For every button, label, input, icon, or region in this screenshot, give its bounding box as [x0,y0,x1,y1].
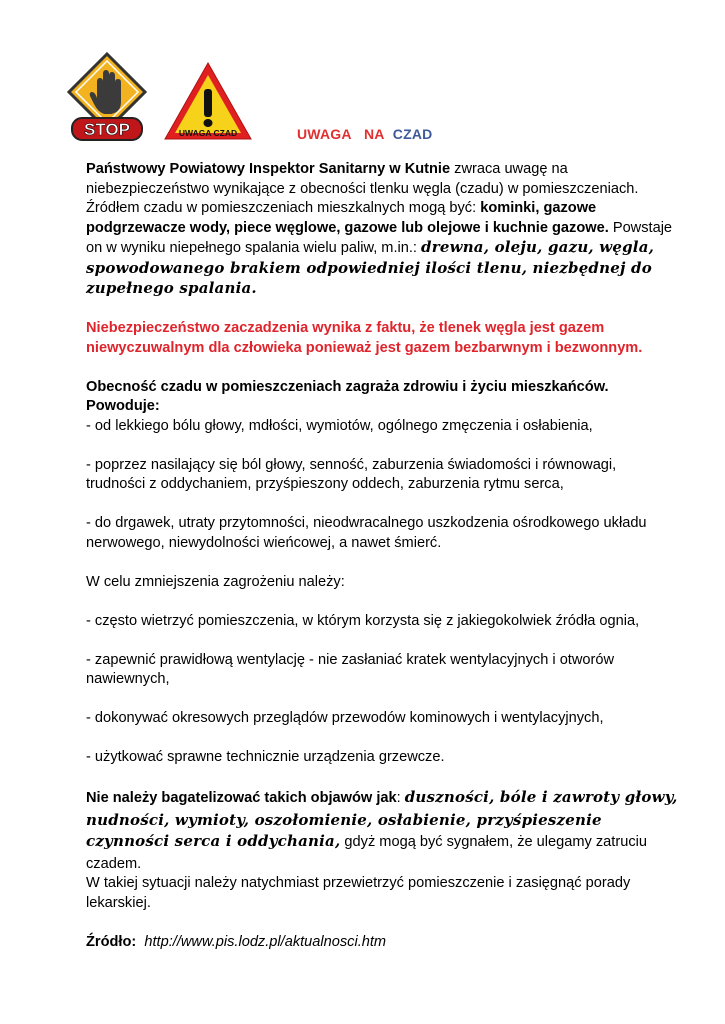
effects-causes-label: Powoduje: [86,398,160,414]
source-label: Źródło: [86,933,137,950]
intro-text-2: Powstaje on w wyniku niepełnego spalania wielu paliw, m.in.: [86,219,673,256]
symptoms-action: W takiej sytuacji należy natychmiast przewietrzyć pomieszczenie i zasięgnąć porady lekarskiej. [86,875,631,911]
prevention-item: - zapewnić prawidłową wentylację - nie zasłaniać kratek wentylacyjnych i otworów nawiewnych, [86,651,615,687]
symptoms-colon: : [396,790,405,806]
prevention-item: - dokonywać okresowych przeglądów przewodów kominowych i wentylacyjnych, [86,710,604,726]
symptoms-paragraph [86,787,678,874]
symptoms-list: duszności, bóle i zawroty głowy, nudności, wymioty, oszołomienie, osłabienie, przyśpieszenie czynności serca i oddychania, [86,788,678,850]
warning-logo-text: UWAGA CZAD [178,128,238,138]
fuels-list: drewna, oleju, gazu, węgla, spowodowanego brakiem odpowiedniej ilości tlenu, niezbędnej do zupełnego spalania. [86,238,655,297]
page-title [297,126,432,142]
intro-paragraph [86,160,678,300]
title-part-uwaga: UWAGA [297,126,352,142]
effect-item: - od lekkiego bólu głowy, mdłości, wymiotów, ogólnego zmęczenia i osłabienia, [86,417,593,434]
source-url: http://www.pis.lodz.pl/aktualnosci.htm [144,933,387,950]
prevention-intro: W celu zmniejszenia zagrożeniu należy: [86,573,345,590]
document-body [86,160,678,952]
header-logos [66,52,256,144]
effect-item: - poprzez nasilający się ból głowy, senność, zaburzenia świadomości i równowagi, trudności z oddychaniem, przyśpieszony oddech, zaburzenia rytmu serca, [86,456,617,492]
stop-hand-icon [66,52,148,142]
symptoms-lead: Nie należy bagatelizować takich objawów jak [86,790,397,806]
stop-logo-text: STOP [84,120,130,139]
source-line [86,933,678,953]
warning-triangle-icon [162,60,254,142]
effects-heading: Obecność czadu w pomieszczeniach zagraża zdrowiu i życiu mieszkańców. [86,378,609,395]
symptoms-tail: gdyż mogą być sygnałem, że ulegamy zatruciu czadem. [86,834,647,872]
intro-text-1: zwraca uwagę na niebezpieczeństwo wynikające z obecności tlenku węgla (czadu) w pomieszczeniach. Źródłem czadu w pomieszczeniach mieszkalnych mogą być: [86,161,639,216]
prevention-item: - użytkować sprawne technicznie urządzenia grzewcze. [86,749,445,765]
danger-note: Niebezpieczeństwo zaczadzenia wynika z faktu, że tlenek węgla jest gazem niewyczuwalnym dla człowieka ponieważ jest gazem bezbarwnym i bezwonnym. [86,320,643,356]
co-sources-list: kominki, gazowe podgrzewacze wody, piece węglowe, gazowe lub olejowe i kuchnie gazowe. [86,200,609,236]
title-part-czad: CZAD [392,126,433,142]
effect-item: - do drgawek, utraty przytomności, nieodwracalnego uszkodzenia ośrodkowego układu nerwowego, niewydolności wieńcowej, a nawet śmierć. [86,515,647,551]
institution-name: Państwowy Powiatowy Inspektor Sanitarny w Kutnie [86,161,451,177]
title-part-na: NA [363,126,385,142]
prevention-item: - często wietrzyć pomieszczenia, w którym korzysta się z jakiegokolwiek źródła ognia, [86,612,640,629]
